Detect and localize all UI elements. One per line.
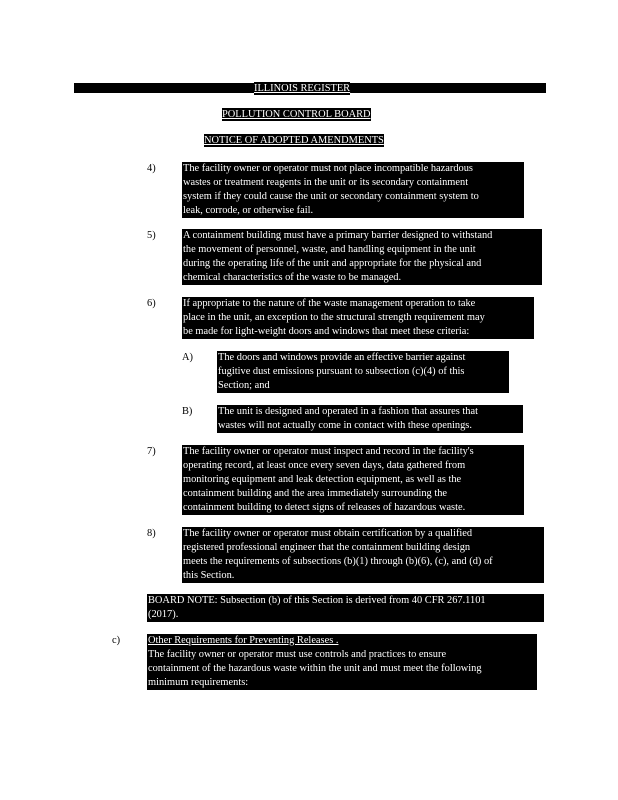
- text-line: operating record, at least once every seven days, data gathered from: [183, 460, 466, 471]
- text-line: Section; and: [218, 380, 270, 391]
- text-line: The facility owner or operator must inspect and record in the facility's: [183, 446, 474, 457]
- text-line: be made for light-weight doors and windows that meet these criteria:: [183, 326, 470, 337]
- item-8-text: [182, 527, 544, 583]
- section-number: c): [112, 635, 121, 646]
- text-line: BOARD NOTE: Subsection (b) of this Section is derived from 40 CFR 267.1101: [148, 595, 486, 606]
- section-heading: Other Requirements for Preventing Releases .: [148, 635, 339, 646]
- text-line: containment of the hazardous waste within the unit and must meet the following: [148, 663, 482, 674]
- item-4-text: [182, 162, 524, 218]
- text-line: The facility owner or operator must use controls and practices to ensure: [148, 649, 447, 660]
- text-line: system if they could cause the unit or secondary containment system to: [183, 191, 479, 202]
- item-number: 4): [147, 163, 156, 174]
- text-line: leak, corrode, or otherwise fail.: [183, 205, 314, 216]
- register-title: ILLINOIS REGISTER: [254, 83, 351, 94]
- text-line: If appropriate to the nature of the waste management operation to take: [183, 298, 476, 309]
- text-line: wastes or treatment reagents in the unit or its secondary containment: [183, 177, 469, 188]
- board-note: [147, 594, 544, 622]
- text-line: The unit is designed and operated in a fashion that assures that: [218, 406, 478, 417]
- text-line: wastes will not actually come in contact with these openings.: [218, 420, 472, 431]
- item-number: 5): [147, 230, 156, 241]
- notice-title: NOTICE OF ADOPTED AMENDMENTS: [204, 135, 384, 146]
- subitem-a-text: [217, 351, 509, 393]
- item-number: 6): [147, 298, 156, 309]
- text-line: fugitive dust emissions pursuant to subsection (c)(4) of this: [218, 366, 465, 377]
- item-7-text: [182, 445, 524, 515]
- text-line: monitoring equipment and leak detection equipment, as well as the: [183, 474, 462, 485]
- text-line: containment building and the area immediately surrounding the: [183, 488, 448, 499]
- board-title: POLLUTION CONTROL BOARD: [222, 109, 371, 120]
- item-number: 7): [147, 446, 156, 457]
- text-line: registered professional engineer that the containment building design: [183, 542, 471, 553]
- item-number: 8): [147, 528, 156, 539]
- subitem-number: A): [182, 352, 193, 363]
- item-5-text: [182, 229, 542, 285]
- text-line: containment building to detect signs of releases of hazardous waste.: [183, 502, 466, 513]
- text-line: (2017).: [148, 609, 179, 620]
- text-line: this Section.: [183, 570, 235, 581]
- section-c-text: [147, 634, 537, 690]
- subitem-b-text: [217, 405, 523, 433]
- text-line: The doors and windows provide an effective barrier against: [218, 352, 466, 363]
- subitem-number: B): [182, 406, 193, 417]
- text-line: A containment building must have a primary barrier designed to withstand: [183, 230, 493, 241]
- text-line: The facility owner or operator must obtain certification by a qualified: [183, 528, 473, 539]
- text-line: chemical characteristics of the waste to be managed.: [183, 272, 402, 283]
- text-line: during the operating life of the unit and appropriate for the physical and: [183, 258, 482, 269]
- text-line: place in the unit, an exception to the structural strength requirement may: [183, 312, 485, 323]
- text-line: meets the requirements of subsections (b)(1) through (b)(6), (c), and (d) of: [183, 556, 493, 567]
- item-6-text: [182, 297, 534, 339]
- text-line: the movement of personnel, waste, and handling equipment in the unit: [183, 244, 476, 255]
- text-line: The facility owner or operator must not place incompatible hazardous: [183, 163, 473, 174]
- text-line: minimum requirements:: [148, 677, 249, 688]
